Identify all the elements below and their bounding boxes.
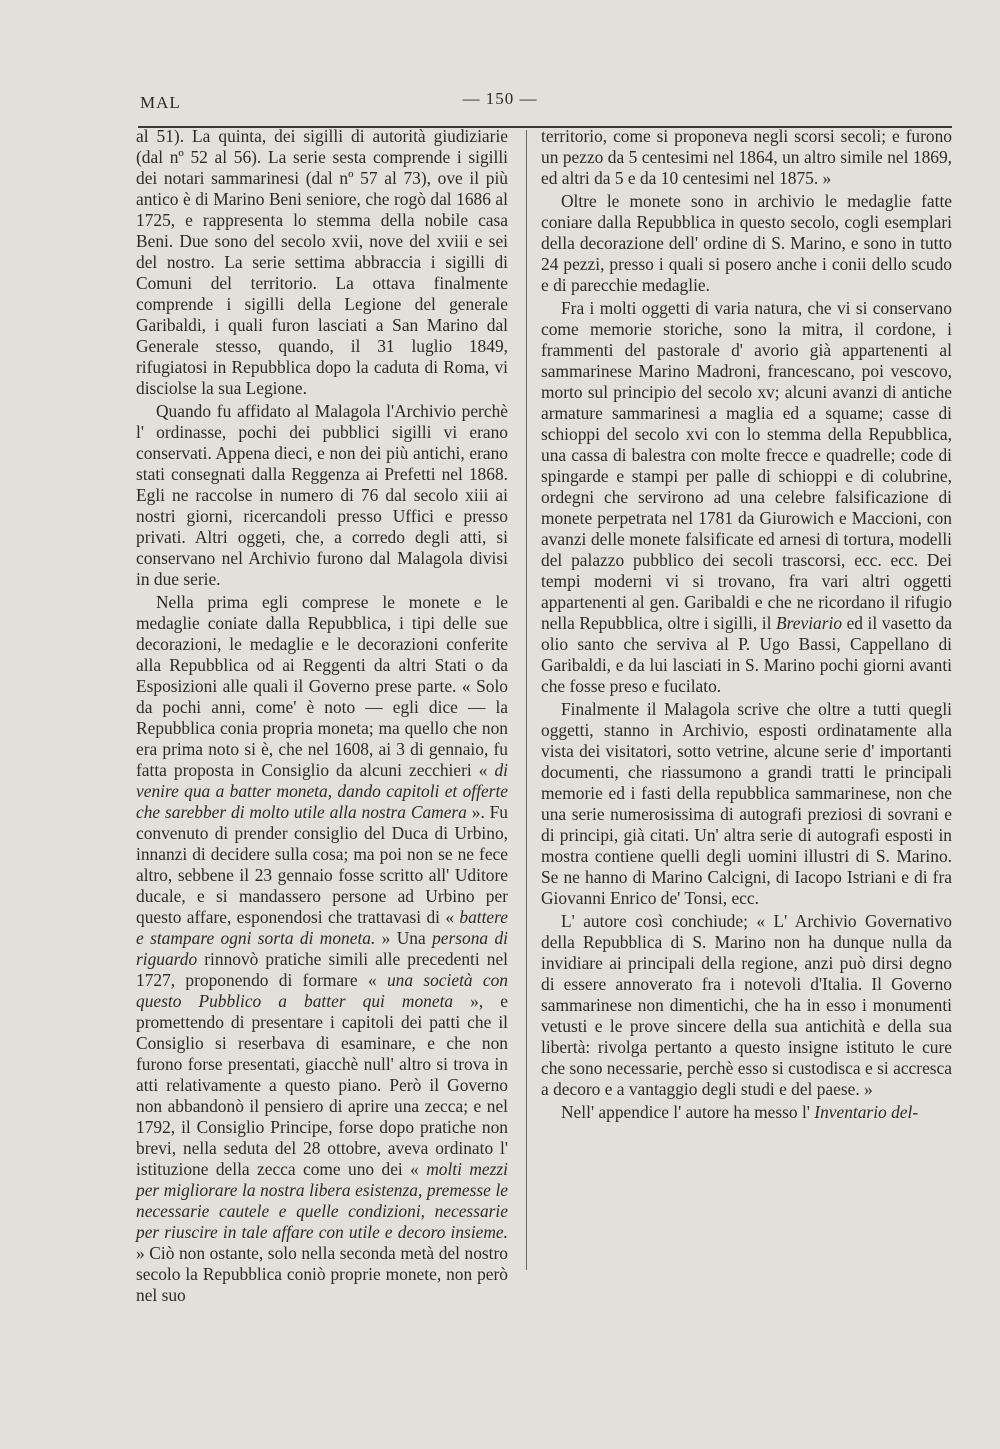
quotation: una società con questo Pubblico a batter qui moneta (136, 970, 509, 1011)
paragraph: Oltre le monete sono in archivio le medaglie fatte coniare dalla Repubblica in questo secolo, cogli esemplari della decorazione dell' ordine di S. Marino, e sono in tutto 24 pezzi, presso i quali si posero anche i conii dello scudo e di parecchie medaglie. (541, 191, 952, 295)
paragraph (541, 298, 952, 697)
page-number: — 150 — (462, 89, 538, 108)
text-run: » Ciò non ostante, solo nella seconda metà del nostro secolo la Repubblica coniò proprie monete, non però nel suo (136, 1243, 508, 1305)
running-head: MAL (140, 93, 181, 112)
paragraph (541, 1102, 952, 1123)
paragraph: al 51). La quinta, dei sigilli di autorità giudiziarie (dal nº 52 al 56). La serie sesta comprende i sigilli dei notari sammarinesi (dal nº 57 al 73), ove il più antico è di Marino Beni seniore, che rogò dal 1686 al 1725, e rappresenta lo stemma della nobile casa Beni. Due sono del secolo xvii, nove del xviii e sei del nostro. La serie settima abbraccia i sigilli di Comuni del territorio. La ottava finalmente comprende i sigilli della Legione del generale Garibaldi, i quali furon lasciati a San Marino dal Generale stesso, quando, il 31 luglio 1849, rifugiatosi in Repubblica dopo la caduta di Roma, vi disciolse la sua Legione. (136, 126, 508, 398)
text-run: », e promettendo di presentare i capitoli dei patti che il Consiglio si reserbava di esaminare, e che non furono forse presentati, giacchè null' altro si trova in atti relativamente a questo piano. Però il Governo non abbandonò il pensiero di aprire una zecca; e nel 1792, il Consiglio Principe, forse dopo pratiche non brevi, nella seduta del 28 ottobre, aveva ordinato l' istituzione della zecca come uno dei « (136, 991, 508, 1179)
left-column (136, 126, 508, 1306)
paragraph: L' autore così conchiude; « L' Archivio Governativo della Repubblica di S. Marino non ha dunque nulla da invidiare ai principali della regione, anzi può dirsi degno di essere annoverato fra i notevoli d'Italia. Il Governo sammarinese non dimentichi, che ha in esso i monumenti vetusti e le prove sincere della sua antichità e della sua libertà: rivolga pertanto a questo insigne istituto le cure che sono necessarie, perchè esso si custodisca e si accresca a decoro e a vantaggio degli studi e del paese. » (541, 911, 952, 1099)
text-run: ». Fu convenuto di prender consiglio del Duca di Urbino, innanzi di decidere sulla cosa; ma poi non se ne fece altro, sebbene il 23 gennaio fosse scritto all' Uditore ducale, e si mandassero persone ad Urbino per questo affare, esponendosi che trattavasi di « (136, 802, 509, 927)
paragraph: Finalmente il Malagola scrive che oltre a tutti quegli oggetti, stanno in Archivio, esposti ordinatamente alla vista dei visitatori, sotto vetrine, alcune serie d' importanti documenti, che riassumono a grandi tratti le principali memorie ed i fasti della repubblica sammarinese, non che una serie numerosissima di autografi preziosi di sovrani e di principi, già citati. Un' altra serie di autografi esposti in mostra contiene quelli degli uomini illustri di S. Marino. Se ne hanno di Marino Calcigni, di Iacopo Istriani e di fra Giovanni Enrico de' Tonsi, ecc. (541, 699, 952, 908)
quotation: persona di riguardo (136, 928, 508, 969)
paragraph: territorio, come si proponeva negli scorsi secoli; e furono un pezzo da 5 centesimi nel 1864, un altro simile nel 1869, ed altri da 5 e da 10 centesimi nel 1875. » (541, 126, 952, 188)
text-run: Nell' appendice l' autore ha messo l' (561, 1102, 815, 1122)
text-run: » Una (375, 928, 433, 948)
quotation: battere e stampare ogni sorta di moneta. (136, 907, 508, 948)
paragraph (136, 592, 508, 1306)
text-run: Fra i molti oggetti di varia natura, che vi si conservano come memorie storiche, sono la mitra, il cordone, i frammenti del pastorale d' avorio già appartenenti al sammarinese Marino Madroni, francescano, poi vescovo, morto sul principio del secolo xv; alcuni avanzi di antiche armature sammarinesi a maglia ed a squame; casse di schioppi del secolo xvi con lo stemma della Repubblica, una cassa di balestra con molte frecce e quadrelle; code di spingarde e stampi per palle di schioppi e di colubrine, ordegni che servirono ad una celebre falsificazione di monete perpetrata nel 1781 da Giurowich e Maccioni, con avanzi delle monete falsificate ed arnesi di tortura, modelli del palazzo pubblico dei secoli trascorsi, ecc. ecc. Dei tempi moderni vi si trovano, fra vari altri oggetti appartenenti al gen. Garibaldi e che ne ricordano il rifugio nella Repubblica, oltre i sigilli, il (541, 298, 952, 633)
text-run: ed il vasetto da olio santo che serviva al P. Ugo Bassi, Cappellano di Garibaldi, e da lui lasciati in S. Marino pochi giorni avanti che fosse preso e fucilato. (541, 613, 952, 696)
paragraph: Quando fu affidato al Malagola l'Archivio perchè l' ordinasse, pochi dei pubblici sigilli vi erano conservati. Appena dieci, e non dei più antichi, erano stati consegnati dalla Reggenza ai Prefetti nel 1868. Egli ne raccolse in numero di 76 dal secolo xiii ai nostri giorni, ricercandoli presso Uffici e presso privati. Altri oggeti, che, a corredo degli atti, si conservano nel Archivio furono dal Malagola divisi in due serie. (136, 401, 508, 589)
book-title: Inventario del- (814, 1102, 919, 1122)
right-column (541, 126, 952, 1123)
column-divider (526, 130, 527, 1270)
book-title: Breviario (776, 613, 843, 633)
text-run: rinnovò pratiche simili alle precedenti nel 1727, proponendo di formare « (136, 949, 508, 990)
quotation: molti mezzi per migliorare la nostra libera esistenza, premesse le necessarie cautele e quelle condizioni, necessarie per riuscire in tale affare con utile e decoro insieme. (136, 1159, 508, 1242)
text-run: Nella prima egli comprese le monete e le medaglie coniate dalla Repubblica, i tipi delle sue decorazioni, le medaglie e le decorazioni conferite alla Repubblica od ai Reggenti da altri Stati o da Esposizioni alle quali il Governo prese parte. « Solo da pochi anni, come' è noto — egli dice — la Repubblica conia propria moneta; ma quello che non era prima noto si è, che nel 1608, ai 3 di gennaio, fu fatta proposta in Consiglio da alcuni zecchieri « (136, 592, 508, 780)
quotation: di venire qua a batter moneta, dando capitoli et offerte che sarebber di molto utile alla nostra Camera (136, 760, 508, 822)
